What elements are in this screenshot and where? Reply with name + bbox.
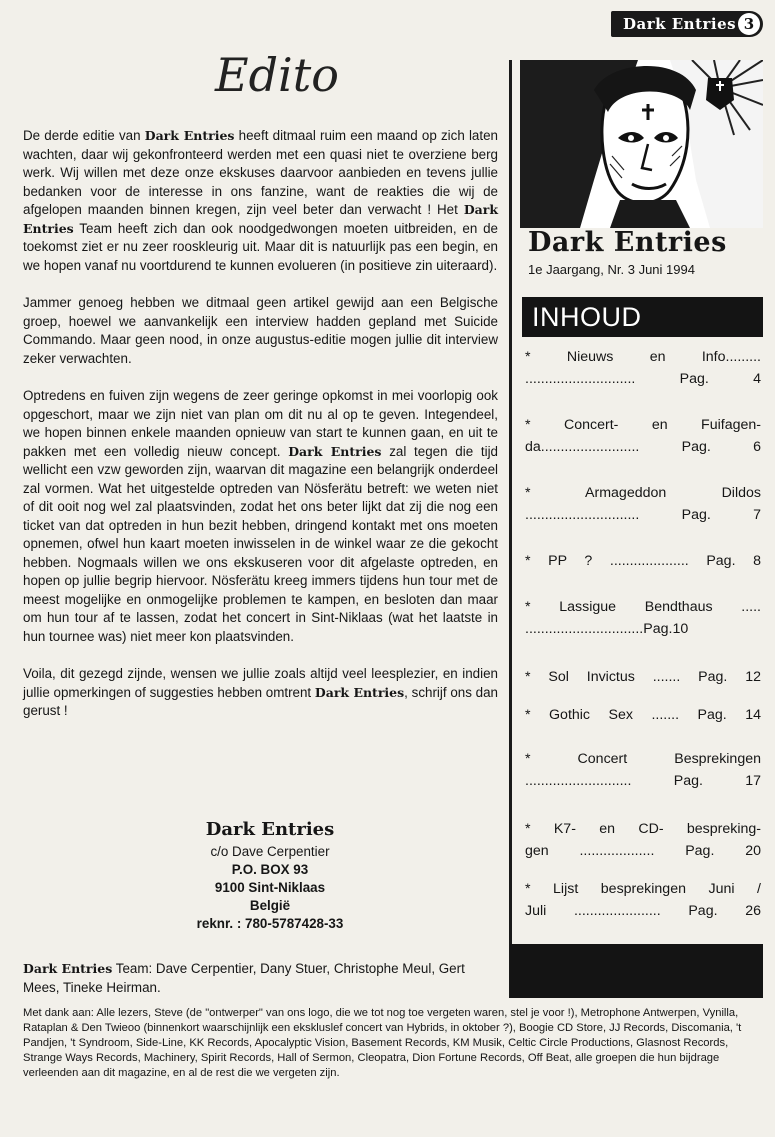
contact-magazine-name: Dark Entries xyxy=(205,819,335,840)
toc-item[interactable]: * Lassigue Bendthaus ..... ..............................Pag.10 xyxy=(525,599,761,637)
edito-title: Edito xyxy=(215,48,339,102)
toc-item[interactable]: * PP ? .................... Pag. 8 xyxy=(525,553,761,569)
team-credits: Dark Entries Team: Dave Cerpentier, Dany Stuer, Christophe Meul, Gert Mees, Tineke Heirman. xyxy=(23,961,465,995)
header-magazine-name: Dark Entries xyxy=(623,15,737,33)
edito-body xyxy=(23,127,498,740)
contact-country: België xyxy=(249,898,291,913)
page-number: 3 xyxy=(738,13,760,35)
toc-item[interactable]: * Concert- en Fuifagen- da......................... Pag. 6 xyxy=(525,417,761,455)
edito-paragraph-4: Voila, dit gezegd zijnde, wensen we jullie zoals altijd veel leesplezier, en indien jullie opmerkingen of suggesties hebben omtrent Dark Entries, schrijf ons dan gerust ! xyxy=(23,666,498,718)
toc-item[interactable]: * Nieuws en Info......... ............................ Pag. 4 xyxy=(525,349,761,387)
page-header-tag xyxy=(611,11,763,37)
toc-item[interactable]: * Armageddon Dildos ............................. Pag. 7 xyxy=(525,485,761,523)
edito-paragraph-3: Optredens en fuiven zijn wegens de zeer geringe opkomst in mei voorlopig ook opgeschort, maar we zijn niet van plan om dit nu al op te geven. Integendeel, we hopen binnen enkele maanden opnieuw van start te kunnen gaan, en uit te pakken met een volledig nieuw concept. Dark Entries zal tegen die tijd wellicht een vzw geworden zijn, waarvan dit magazine een belangrijk onderdeel zal vormen. Wat het uitgestelde optreden van Nösferätu betreft: we weten niet of dit ooit nog wel zal plaatsvinden, zodat het ons beter lijkt dat zij die nog een ticket van dat optreden in hun bezit hebben, dringend kontakt met ons moeten opnemen, ofwel hun kaart moeten inwisselen in de winkel waar ze die gekocht hebben. Nogmaals willen we ons ekskuseren voor dit afgelaste optreden, en hopen op jullie begrip hiervoor. Nösferätu kreeg immers tijdens hun tour met de meest mogelijke en onmogelijke problemen te kampen, en besloten dan maar om hun tour af te lassen, zodat het concert in Sint-Niklaas (wat het laatste in hun tournee was) niet meer kon plaatsvinden. xyxy=(23,388,498,644)
acknowledgements: Met dank aan: Alle lezers, Steve (de "ontwerper" van ons logo, die we tot nog toe vergeten waren, stel je voor !), Metrophone Antwerpen, Vynilla, Rataplan & Den Twieoo (binnenkort waarschijnlijk een ekskluslef concert van Hybrids, in oktober ?), Boogie CD Store, JJ Records, Discomania, 't Pandjen, 't Syndroom, Side-Line, KK Records, Apocalyptic Vision, Basement Records, KM Musik, Celtic Circle Productions, Glasnost Records, Strange Ways Records, Machinery, Spirit Records, Hall of Sermon, Cleopatra, Dion Fortune Records, Off Beat, alle groepen die hun bijdrage verleenden aan dit magazine, en al de rest die we vergeten zijn. xyxy=(23,1007,742,1080)
contact-city: 9100 Sint-Niklaas xyxy=(214,880,326,895)
inhoud-heading: INHOUD xyxy=(522,297,763,337)
edito-paragraph-2: Jammer genoeg hebben we ditmaal geen artikel gewijd aan een Belgische groep, hoewel we aanvankelijk een interview hadden gepland met Suicide Commando. Maar geen nood, in onze augustus-editie mogen jullie dit interview zeker verwachten. xyxy=(23,295,498,366)
contact-account: reknr. : 780-5787428-33 xyxy=(196,916,344,931)
toc-item[interactable]: * K7- en CD- bespreking- gen ................... Pag. 20 xyxy=(525,821,761,859)
sidebar-magazine-name: Dark Entries xyxy=(528,227,727,258)
magazine-name-inline: Dark Entries xyxy=(23,202,498,236)
magazine-name-inline: Dark Entries xyxy=(144,128,235,143)
contact-po-box: P.O. BOX 93 xyxy=(231,862,309,877)
edito-paragraph-1: De derde editie van Dark Entries heeft ditmaal ruim een maand op zich laten wachten, daar wij gekonfronteerd werden met een quasi niet te overziene berg werk. Wij willen met deze onze ekskuses daarvoor aanbieden en tevens jullie bedanken voor de interesse in ons fanzine, want de reakties die wij de afgelopen maanden binnen kregen, zijn veel beter dan verwacht ! Het Dark Entries Team heeft zich dan ook noodgedwongen moeten uitbreiden, en de toekomst ziet er nu zeer rooskleurig uit. Maar dit is natuurlijk pas een begin, en we hopen vanaf nu voortdurend te kunnen evolueren (in positieve zin uiteraard). xyxy=(23,128,498,273)
issue-line: 1e Jaargang, Nr. 3 Juni 1994 xyxy=(528,262,695,277)
contact-address xyxy=(180,817,360,933)
cover-illustration xyxy=(520,60,763,228)
magazine-name-inline: Dark Entries xyxy=(314,684,405,700)
sidebar-bottom-bar xyxy=(510,944,763,998)
toc-item[interactable]: * Concert Besprekingen ........................... Pag. 17 xyxy=(525,751,761,789)
toc-item[interactable]: * Gothic Sex ....... Pag. 14 xyxy=(525,707,761,723)
contact-co: c/o Dave Cerpentier xyxy=(210,844,330,859)
toc-item[interactable]: * Lijst besprekingen Juni / Juli ...................... Pag. 26 xyxy=(525,881,761,919)
magazine-name-inline: Dark Entries xyxy=(288,443,382,459)
toc-item[interactable]: * Sol Invictus ....... Pag. 12 xyxy=(525,669,761,685)
magazine-name-inline: Dark Entries xyxy=(23,961,113,976)
sidebar-divider xyxy=(509,60,512,998)
